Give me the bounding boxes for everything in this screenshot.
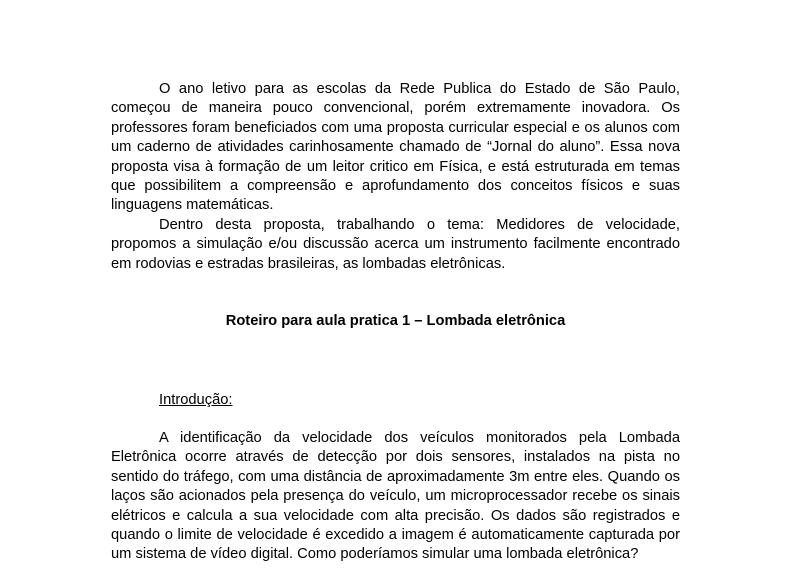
section-title: Roteiro para aula pratica 1 – Lombada eletrônica [225,313,566,330]
body-paragraph: A identificação da velocidade dos veículos monitorados pela Lombada Eletrônica ocorre através de detecção por dois sensores, instalados na pista no sentido do tráfego, com uma distância de aproximadamente 3m entre eles. Quando os laços são acionados pela presença do veículo, um microprocessador recebe os sinais elétricos e calcula a sua velocidade com alta precisão. Os dados são registrados e quando o limite de velocidade é excedido a imagem é automaticamente capturada por um sistema de vídeo digital. Como poderíamos simular uma lombada eletrônica? [111,429,680,563]
spacer [111,411,680,429]
intro-paragraph-1: O ano letivo para as escolas da Rede Publica do Estado de São Paulo, começou de maneira pouco convencional, porém extremamente inovadora. Os professores foram beneficiados com uma proposta curricular especial e os alunos com um caderno de atividades carinhosamente chamado de “Jornal do aluno”. Essa nova proposta visa à formação de um leitor critico em Física, e está estruturada em temas que possibilitem a compreensão e aprofundamento dos conceitos físicos e suas linguagens matemáticas. [111,81,680,214]
spacer [111,331,680,391]
document-page [111,80,680,565]
spacer [111,274,680,312]
intro-paragraph-2: Dentro desta proposta, trabalhando o tema: Medidores de velocidade, propomos a simulação e/ou discussão acerca um instrumento facilmente encontrado em rodovias e estradas brasileiras, as lombadas eletrônicas. [111,216,680,272]
subheading-introducao: Introdução: [159,392,233,409]
